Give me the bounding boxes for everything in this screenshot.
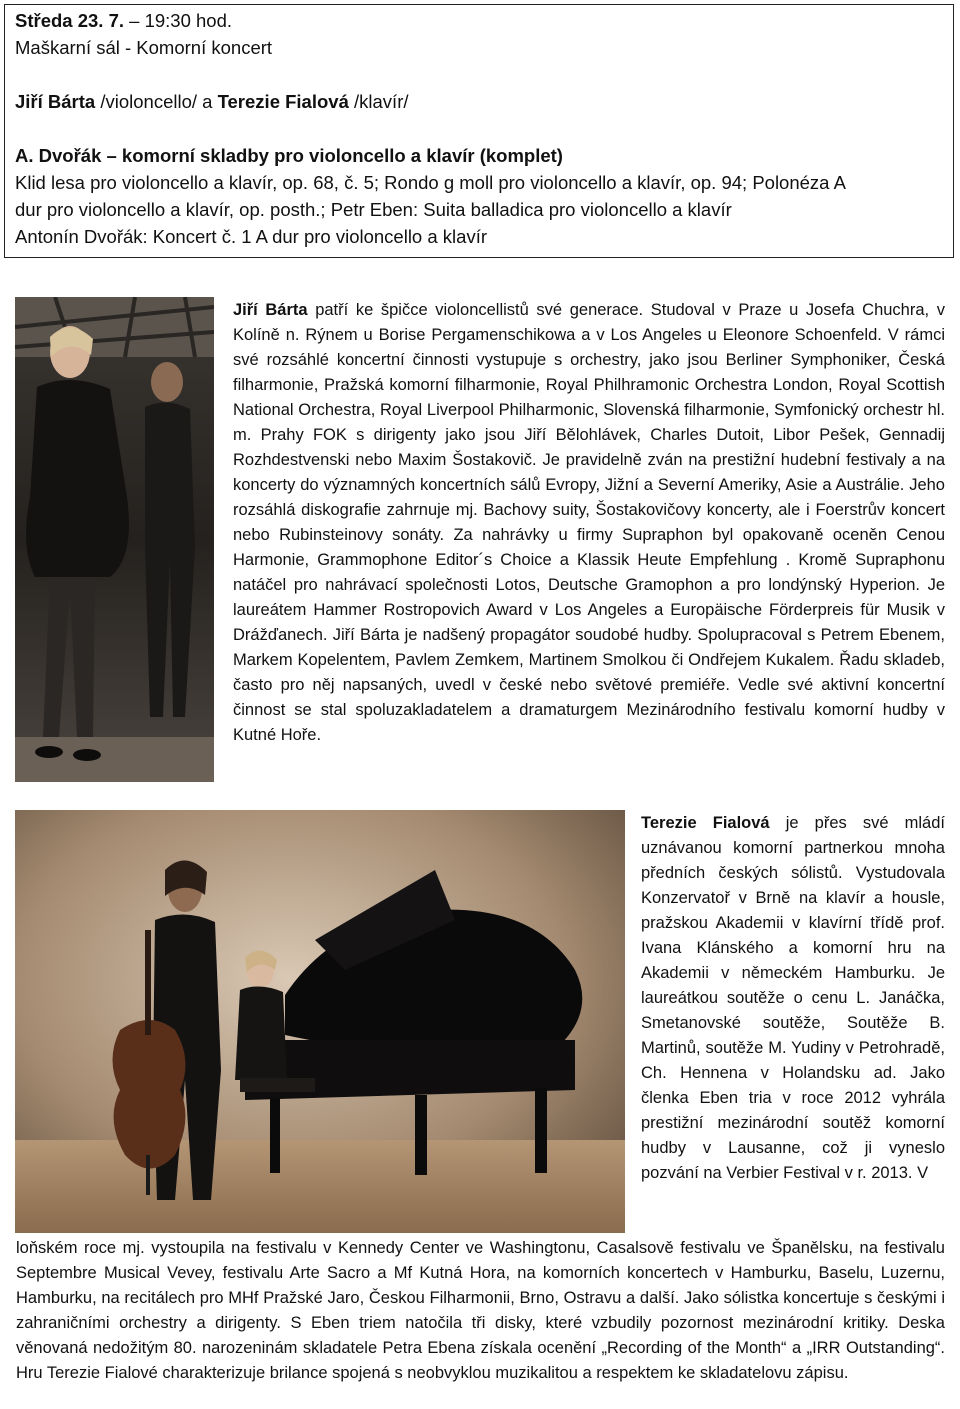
venue: Maškarní sál - Komorní koncert — [15, 37, 273, 58]
program-title-text: A. Dvořák – komorní skladby pro violoncello a klavír (komplet) — [15, 145, 563, 166]
fialova-biography-column — [641, 811, 945, 1186]
fialova-name: Terezie Fialová — [641, 814, 770, 832]
barta-bio-text: patří ke špičce violoncellistů své generace. Studoval v Praze u Josefa Chuchra, v Kolíně n. Rýnem u Borise Pergamenschikowa a v Los Angeles u Eleonore Schoenfeld. V rámci své rozsáhlé koncertní činnosti vystupuje s orchestry, jako jsou Berliner Symphoniker, Česká filharmonie, Pražská komorní filharmonie, Royal Philhramonic Orchestra London, Royal Scottish National Orchestra, Royal Liverpool Philharmonic, Slovenská filharmonie, Symfonický orchestr hl. m. Prahy FOK s dirigenty jako jsou Jiří Bělohlávek, Charles Dutoit, Libor Pešek, Gennadij Rozhdestvenski nebo Maxim Šostakovič. Je pravidelně zván na prestižní hudební festivaly a na koncerty do významných koncertních sálů Evropy, Jižní a Severní Ameriky, Asie a Austrálie. Jeho rozsáhlá diskografie zahrnuje mj. Bachovy suity, Šostakovičovy koncerty, ale i Foerstrův koncert nebo Rubinsteinovy sonáty. Za nahrávky u firmy Supraphon byl opakovaně oceněn Cenou Harmonie, Grammophone Editor´s Choice a Klassik Heute Empfehlung . Kromě Supraphonu natáčel pro nahrávací společnosti Lotos, Deutsche Gramophon a pro londýnský Hyperion. Je laureátem Hammer Rostropovich Award v Los Angeles a Europäische Förderpreis für Musik v Drážďanech. Jiří Bárta je nadšený propagátor soudobé hudby. Spolupracoval s Petrem Ebenem, Markem Kopelentem, Pavlem Zemkem, Martinem Smolkou či Ondřejem Kukalem. Řadu skladeb, často pro něj napsaných, uvedl v české nebo světové premiéře. Vedle své aktivní koncertní činnost se stal spoluzakladatelem a dramaturgem Mezinárodního festivalu komorní hudby v Kutné Hoře. — [233, 301, 945, 744]
date-time-line — [15, 7, 943, 34]
performer2-role: /klavír/ — [348, 91, 409, 112]
performer2-name: Terezie Fialová — [217, 91, 349, 112]
spacer — [15, 115, 943, 142]
performer1-name: Jiří Bárta — [15, 91, 96, 112]
program-line-2: dur pro violoncello a klavír, op. posth.; Petr Eben: Suita balladica pro violoncello a klavír — [15, 199, 732, 220]
performer1-role: /violoncello/ a — [95, 91, 218, 112]
barta-name: Jiří Bárta — [233, 301, 308, 319]
fialova-biography-continued: loňském roce mj. vystoupila na festivalu v Kennedy Center ve Washingtonu, Casalsově festivalu ve Španělsku, na festivalu Septembre Musical Vevey, festivalu Arte Sacro a Mf Kutná Hora, na komorních koncertech v Hamburku, Baselu, Luzernu, Hamburku, na recitálech pro MHf Pražské Jaro, Českou Filharmonii, Brno, Ostravu a další. Jako sólistka koncertuje s českými i zahraničními orchestry a dirigenty. S Eben triem natočila tři disky, které vzbudily pozornost mezinárodní kritiky. Deska věnovaná nedožitým 80. narozeninám skladatele Petra Ebena získala ocenění „Recording of the Month“ a „IRR Outstanding“. Hru Terezie Fialové charakterizuje brilance spojená s neobvyklou muzikalitou a respektem ke skladatelovu zápisu. — [16, 1239, 945, 1382]
duo-photo-standing — [15, 297, 214, 782]
program-title — [15, 142, 943, 169]
barta-biography — [233, 298, 945, 748]
program-header — [4, 4, 954, 258]
program-line-1: Klid lesa pro violoncello a klavír, op. 68, č. 5; Rondo g moll pro violoncello a klavír, op. 94; Polonéza A — [15, 172, 846, 193]
program-line-3: Antonín Dvořák: Koncert č. 1 A dur pro violoncello a klavír — [15, 226, 487, 247]
spacer — [15, 61, 943, 88]
duo-photo-piano — [15, 810, 625, 1233]
performers-line — [15, 88, 943, 115]
date: Středa 23. 7. — [15, 10, 125, 31]
fialova-bio-text-column: je přes své mládí uznávanou komorní partnerkou mnoha předních českých sólistů. Vystudovala Konzervatoř v Brně na klavír a housle, pražskou Akademii v klavírní třídě prof. Ivana Klánského a komorní hru na Akademii v německém Hamburku. Je laureátkou soutěže o cenu L. Janáčka, Smetanovské soutěže, Soutěže B. Martinů, soutěže M. Yudiny v Petrohradě, Ch. Hennena v Holandsku ad. Jako členka Eben tria v roce 2012 vyhrála prestižní mezinárodní soutěž komorní hudby v Lausanne, což ji vyneslo pozvání na Verbier Festival v r. 2013. V — [641, 814, 945, 1182]
time: – 19:30 hod. — [124, 10, 233, 31]
